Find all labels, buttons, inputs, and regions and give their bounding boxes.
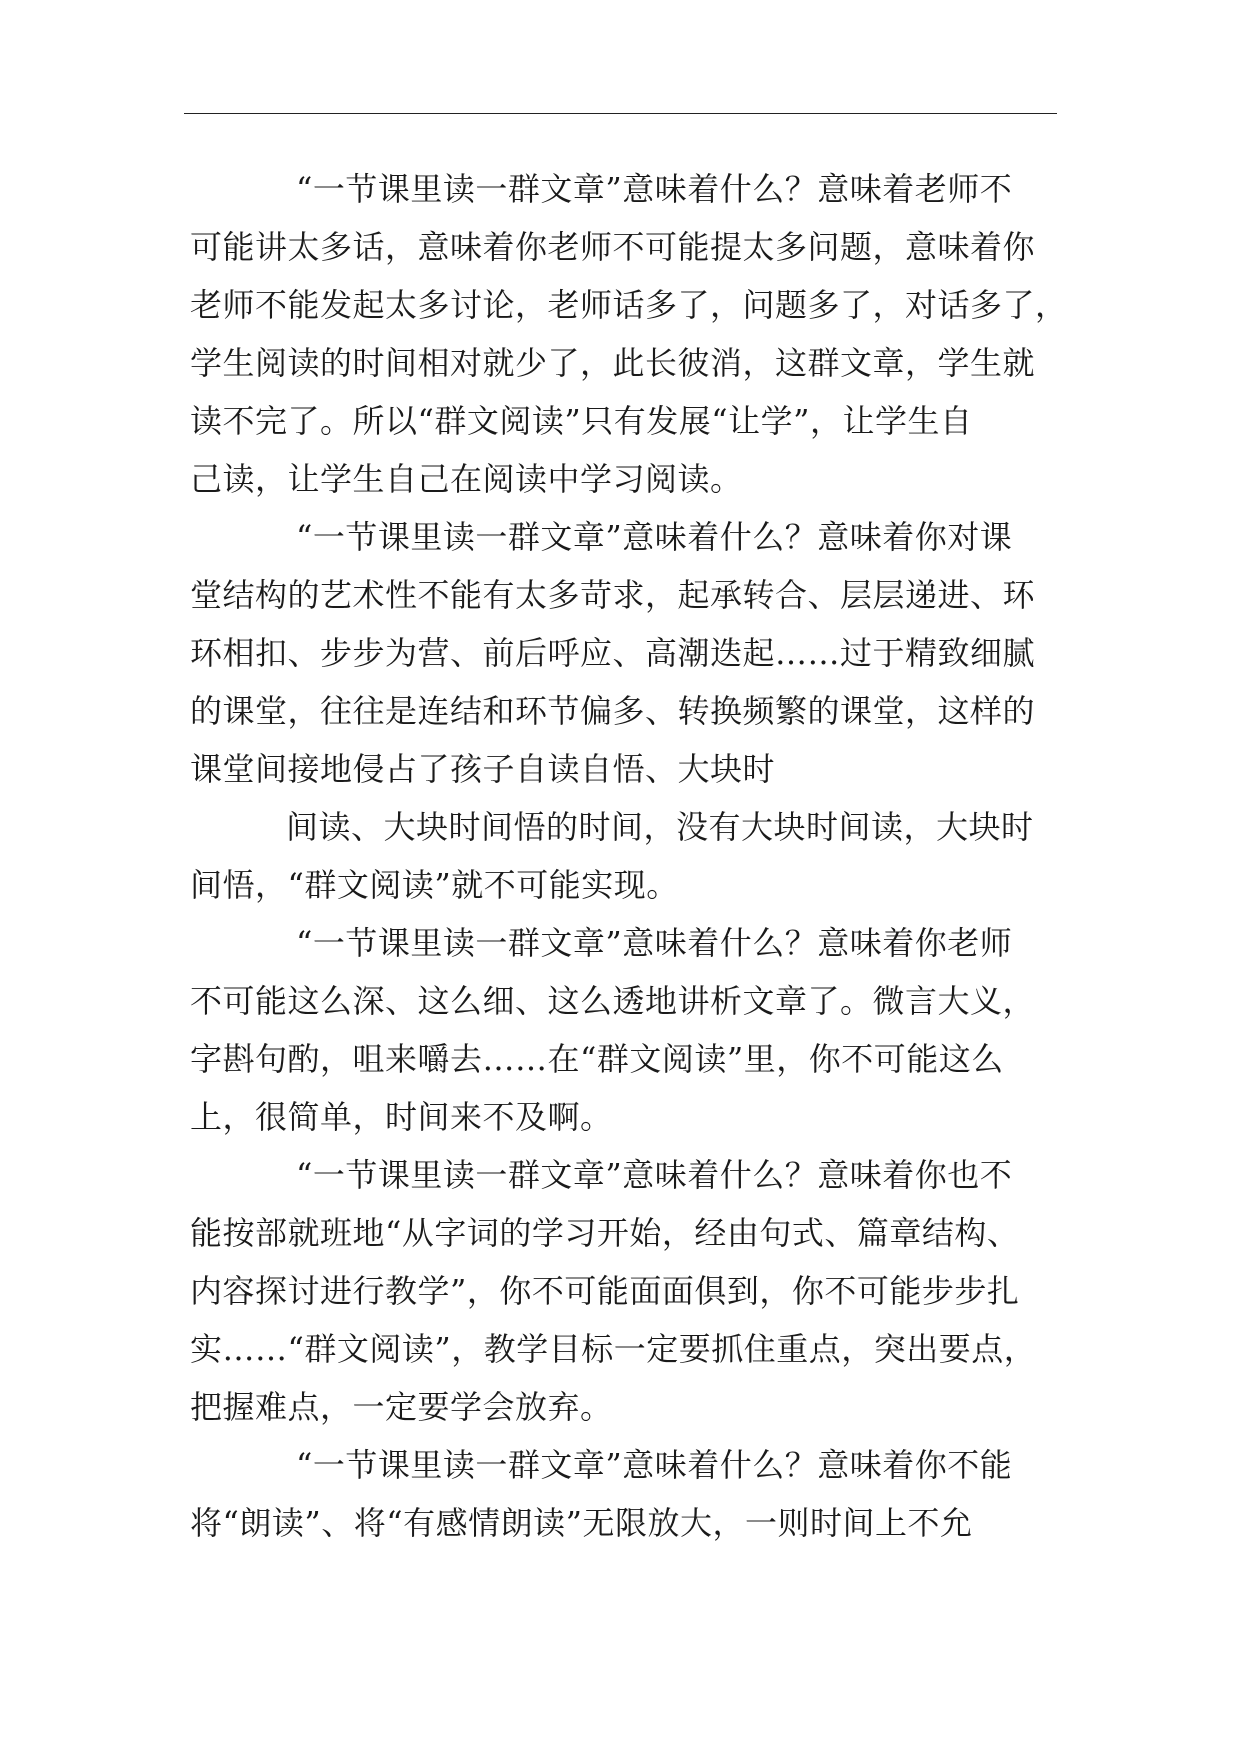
paragraph-line: 将“朗读”、将“有感情朗读”无限放大，一则时间上不允	[190, 1504, 973, 1542]
paragraph-line: 环相扣、步步为营、前后呼应、高潮迭起……过于精致细腻	[190, 634, 1036, 672]
paragraph-line: “一节课里读一群文章”意味着什么？意味着你不能	[296, 1446, 1013, 1484]
paragraph-line: 间读、大块时间悟的时间，没有大块时间读，大块时	[286, 808, 1034, 846]
paragraph-line: “一节课里读一群文章”意味着什么？意味着你对课	[296, 518, 1013, 556]
paragraph-line: 学生阅读的时间相对就少了，此长彼消，这群文章，学生就	[190, 344, 1036, 382]
paragraph-line: “一节课里读一群文章”意味着什么？意味着老师不	[296, 170, 1013, 208]
paragraph-line: 堂结构的艺术性不能有太多苛求，起承转合、层层递进、环	[190, 576, 1036, 614]
paragraph-line: 能按部就班地“从字词的学习开始，经由句式、篇章结构、	[190, 1214, 1020, 1252]
paragraph-line: 不可能这么深、这么细、这么透地讲析文章了。微言大义，	[190, 982, 1036, 1020]
paragraph-line: 间悟，“群文阅读”就不可能实现。	[190, 866, 679, 904]
paragraph-line: 上，很简单，时间来不及啊。	[190, 1098, 613, 1136]
paragraph-line: 老师不能发起太多讨论，老师话多了，问题多了，对话多了，	[190, 286, 1068, 324]
paragraph-line: 己读，让学生自己在阅读中学习阅读。	[190, 460, 743, 498]
document-body	[190, 160, 1068, 1552]
paragraph-line: 读不完了。所以“群文阅读”只有发展“让学”，让学生自	[190, 402, 973, 440]
header-rule	[184, 113, 1057, 114]
paragraph-line: “一节课里读一群文章”意味着什么？意味着你老师	[296, 924, 1013, 962]
paragraph-line: 可能讲太多话，意味着你老师不可能提太多问题，意味着你	[190, 228, 1036, 266]
paragraph-line: 字斟句酌，咀来嚼去……在“群文阅读”里，你不可能这么	[190, 1040, 1004, 1078]
paragraph-line: 课堂间接地侵占了孩子自读自悟、大块时	[190, 750, 776, 788]
paragraph-line: 的课堂，往往是连结和环节偏多、转换频繁的课堂，这样的	[190, 692, 1036, 730]
paragraph-line: 把握难点，一定要学会放弃。	[190, 1388, 613, 1426]
paragraph-line: 内容探讨进行教学”，你不可能面面俱到，你不可能步步扎	[190, 1272, 1020, 1310]
paragraph-line: 实……“群文阅读”，教学目标一定要抓住重点，突出要点，	[190, 1330, 1037, 1368]
paragraph-line: “一节课里读一群文章”意味着什么？意味着你也不	[296, 1156, 1013, 1194]
